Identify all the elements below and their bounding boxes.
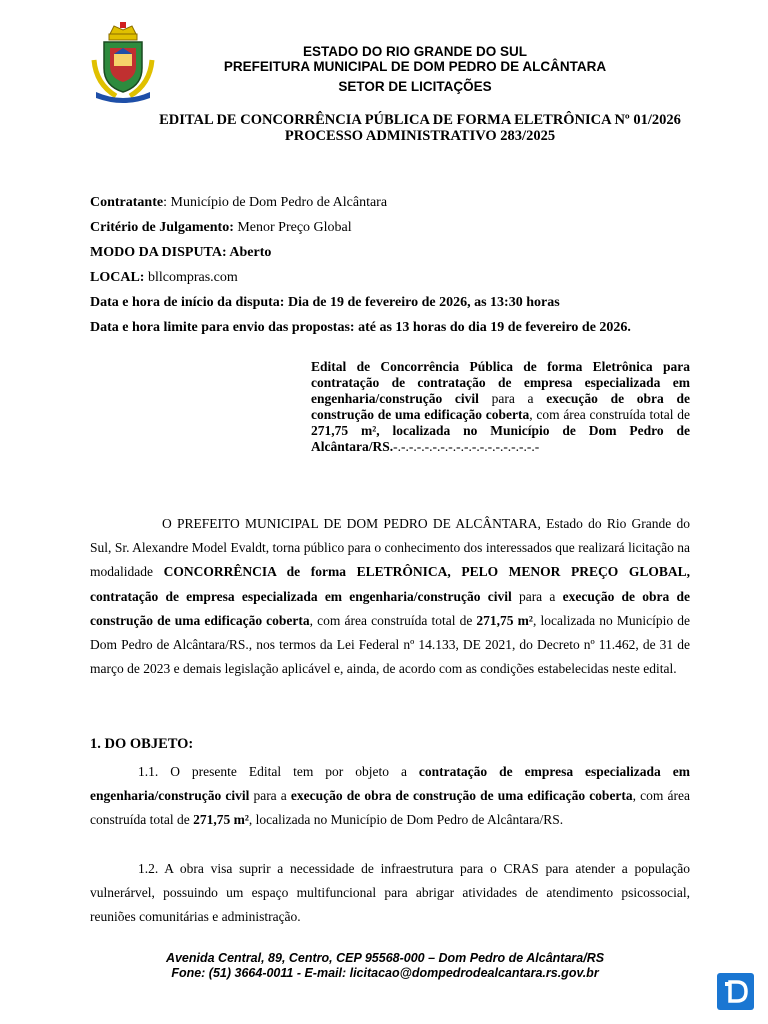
data-inicio-value: Dia de 19 de fevereiro de 2026, as 13:30 horas [284,295,560,310]
intro-text: O PREFEITO MUNICIPAL DE DOM PEDRO DE ALCÂNTARA, Estado do Rio Grande do Sul, Sr. Alexandre Model Evaldt, torna público para o conhecimento dos interessados que realizará licitação na modalidade [90,516,690,580]
contratante-label: Contratante [90,195,164,210]
edital-title: EDITAL DE CONCORRÊNCIA PÚBLICA DE FORMA ELETRÔNICA Nº 01/2026 [159,112,681,128]
item-text: para a [249,788,291,804]
item-text: contratação de empresa especializada em engenharia/construção civil [90,764,690,804]
intro-text: 271,75 m² [476,612,533,628]
summary-text: , com área construída total de [529,407,690,422]
state-name: ESTADO DO RIO GRANDE DO SUL [302,44,527,59]
criterio-label: Critério de Julgamento: [90,220,234,235]
intro-text: , com área construída total de [309,612,477,628]
summary-text: 271,75 m², localizada no Município de Dom Pedro de Alcântara/RS. [311,423,690,454]
data-inicio-label: Data e hora de início da disputa: [90,295,285,310]
item-text: 271,75 m² [193,812,249,828]
item-text: , com área construída total de [90,788,690,828]
summary-text: -.-.-.-.-.-.-.-.-.-.-.-.-.-.-.-.-.-.- [393,439,540,454]
data-inicio-field [90,295,560,311]
intro-text: para a [511,588,563,604]
data-limite-field: Data e hora limite para envio das propostas: até as 13 horas do dia 19 de fevereiro de 2026. [90,320,631,335]
intro-text: , localizada no Município de Dom Pedro de Alcântara/RS., nos termos da Lei Federal nº 14.133, DE 2021, do Decreto nº 11.462, de 31 de março de 2023 e demais legislação aplicável e, ainda, de acordo com as condições estabelecidas neste edital. [90,612,691,677]
department-name: SETOR DE LICITAÇÕES [338,79,492,94]
contratante-field [90,195,387,211]
item-text: execução de obra de construção de uma edificação coberta [290,788,633,804]
summary-text: Edital de Concorrência Pública de forma Eletrônica para contratação de contratação de empresa especializada em engenharia/construção civil [311,359,690,406]
intro-text: contratação de [90,588,187,604]
summary-text: para a [478,391,547,406]
section-heading-objeto: 1. DO OBJETO: [90,736,194,752]
intro-paragraph [90,512,690,681]
contratante-value: : Município de Dom Pedro de Alcântara [163,195,388,210]
document-viewer-logo-icon [717,973,754,1010]
modo-label: MODO DA DISPUTA: [90,245,227,260]
intro-text: execução de obra de construção de uma edificação coberta [90,588,690,628]
local-label: LOCAL: [90,270,145,285]
viewer-logo-button[interactable] [717,973,754,1010]
item-text: , localizada no Município de Dom Pedro de Alcântara/RS. [248,812,564,828]
criterio-field [90,220,352,236]
item-text: 1.1. O presente Edital tem por objeto a [138,764,419,779]
criterio-value: Menor Preço Global [233,220,352,235]
item-1-1 [90,760,690,833]
local-value: bllcompras.com [144,270,238,285]
modo-field [90,245,271,261]
prefecture-name: PREFEITURA MUNICIPAL DE DOM PEDRO DE ALCÂNTARA [223,59,607,74]
modo-value: Aberto [226,245,272,260]
item-1-2: 1.2. A obra visa suprir a necessidade de infraestrutura para o CRAS para atender a população vulnerárvel, possuindo um espaço multifuncional para abrigar atividades de atendimento psicossocial, reuniões comunitárias e administração. [90,861,690,925]
process-number: PROCESSO ADMINISTRATIVO 283/2025 [284,128,556,144]
footer-address: Avenida Central, 89, Centro, CEP 95568-000 – Dom Pedro de Alcântara/RS [165,951,605,965]
summary-text: execução de obra de construção de uma edificação coberta [311,391,690,422]
local-field [90,270,238,286]
footer-contact: Fone: (51) 3664-0011 - E-mail: licitacao@dompedrodealcantara.rs.gov.br [171,966,599,980]
intro-text: CONCORRÊNCIA de forma ELETRÔNICA, PELO MENOR PREÇO GLOBAL, [163,564,690,580]
intro-text: empresa especializada em engenharia/construção civil [186,588,512,604]
edital-summary [311,359,690,455]
